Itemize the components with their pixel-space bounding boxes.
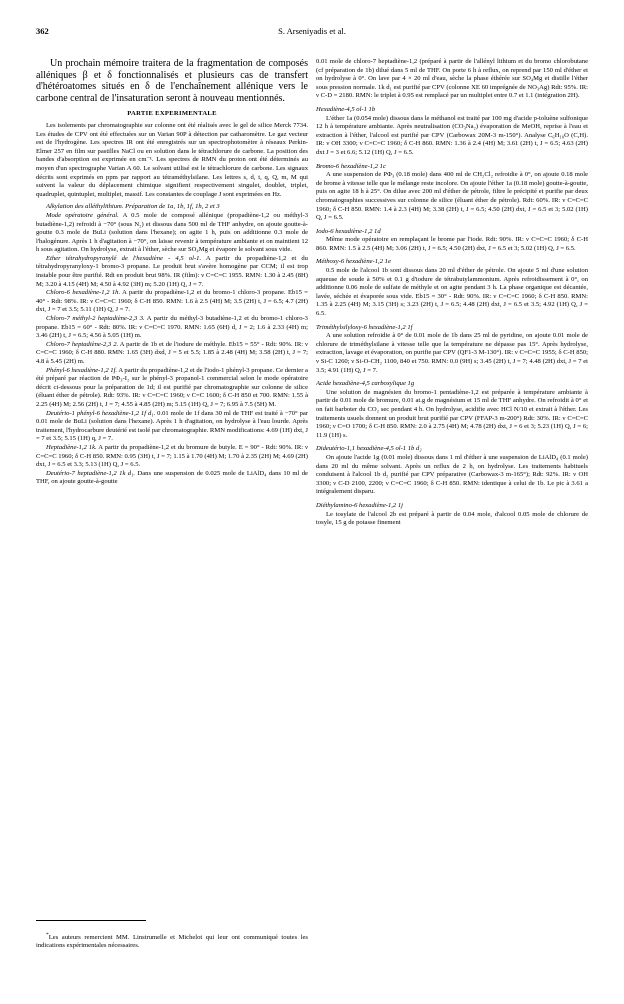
- entry-text: A partir du propadiène-1,2 et du tétrahydropyranyloxy-1 bromo-3 propane. Le produit brut s'avère homogène par CCM; il est trop instable pour être purifié. Rdt en produit brut 98%. IR (film): ν C=C=C 1955. RMN: 1.30 à 2.45 (8H) M; 3.20 à 4.15 (4H) M; 4.50 à 4.92 (3H) m; 5.20 (1H) Q, J = 7.: [36, 254, 308, 288]
- compound-text: On ajoute l'acide 1g (0.01 mole) dissous dans 1 ml d'éther à une suspension de LiAlD₄ (0.1 mole) dans 20 ml du même solvant. Après un reflux de 2 h, on hydrolyse. Les traitements habituels conduisent à l'alcool 1b d₂ purifié par CPV préparative (Carbowax-3 m-165°); Rdt: 92%. IR: ν OH 3300; ν C-D 2100, 2200; ν C=C=C 1960; δ C-H 850. RMN: identique à celui de 1b. Le pic à 3.61 a intégralement disparu.: [316, 453, 588, 496]
- compound-heading: Dideutério-1,1 hexadiène-4,5 ol-1 1b d₂: [316, 445, 422, 453]
- entry-chloro6: [36, 289, 308, 315]
- footnote-rule: [36, 920, 146, 921]
- left-column: [36, 58, 308, 918]
- compound-text: A une solution refroidie à 0° de 0.01 mole de 1b dans 25 ml de pyridine, on ajoute 0.01 mole de chlorure de triméthylsilane à vitesse telle que la température ne dépasse pas 15°. Après hydrolyse, extraction, lavage et évaporation, on purifie par CPV (QF1-3 M-130°). IR: ν C=C=C 1955; δ C-H 850; ν Si-C 1260; ν Si-O-CH₂ 1100, 840 et 750. RMN: 0.0 (9H) s; 3.45 (2H) t, J = 7; 4.48 (2H) dxt, J = 7 et 3.5; 4.91 (1H) Q, J = 7.: [316, 332, 588, 374]
- entry-text: A partir du méthyl-3 butadiène-1,2 et du bromo-1 chloro-3 propane. Eb15 = 60° - Rdt: 80%. IR: ν C=C=C 1970. RMN: 1.65 (6H) d, J = 2; 1.6 à 2.33 (4H) m; 3.46 (2H) t, J = 6.5; 4.56 à 5.05 (1H) m.: [36, 315, 308, 340]
- compound-heading: Bromo-6 hexadiène-1,2 1c: [316, 162, 386, 170]
- alkylation-paragraph: [36, 203, 308, 212]
- compound-text: Une solution de magnésien du bromo-1 pentadiène-1,2 est préparée à température ambiante à partir de 0.01 mole de bromure, 0.01 at.g de magnésium et 15 ml de THF anhydre. On refroidit à 0° et on fait barboter du CO₂ sec pendant 4 h. On hydrolyse, acidifie avec HCl N/10 et extrait à l'éther. Les traitements usuels donnent un produit brut purifié par CPV (FFAP-3 m-200°) Rdt: 30%. IR: ν C=C=C 1960; ν C=O 1700; δ C-H 850. RMN: 2.0 à 2.75 (4H) M; 4.78 (2H) dxt, J = 6 et 3; 5.23 (1H) Q, J = 6; 11.9 (1H) s.: [316, 388, 588, 439]
- entry-heading: Chloro-7 heptadiène-2,3 2.: [46, 340, 119, 348]
- procedure-heading: Mode opératoire général.: [46, 211, 119, 219]
- compound-heading: Diéthylamino-6 hexadiène-1,2 1j: [316, 501, 403, 509]
- entry-text: A partir de 1b et de l'iodure de méthyle. Eb15 = 55° - Rdt: 90%. IR: ν C=C=C 1960; δ C-H 880. RMN: 1.65 (3H) dxd, J = 5 et 5.5; 1.85 à 2.48 (4H) M; 3.58 (2H) t, J = 7; 4.8 à 5.45 (2H) m.: [36, 340, 308, 365]
- entry-text: 0.01 mole de 1f dans 30 ml de THF est traité à −70° par 0.01 mole de BuLi (solution dans l'hexane). Après 1 h d'agitation, on hydrolyse à l'eau lourde. Après traitement, l'hydrocarbure deutérié est isolé par chromatographie. RMN modifications: 4.69 (1H) dxt, J = 7 et 3.5; 5.15 (1H) q, J = 7.: [36, 409, 308, 443]
- procedure-text: A 0.5 mole de composé allénique (propadiène-1,2 ou méthyl-3 butadiène-1,2) refroidi à −70° (sous N₂) et dissous dans 500 ml de THF anhydre, on ajoute goutte-à-goutte 0.3 mole de BuLi (solution dans l'hexane); on agite 1 h, puis on additionne 0.3 mole de l'halogénure. Après 1 h d'agitation à −70°, on laisse revenir à température ambiante et on maintient 12 h sous agitation. On hydrolyse, extrait à l'éther, sèche sur SO₄Mg et évapore le solvant sous vide.: [36, 211, 308, 254]
- compound-text: Le tosylate de l'alcool 2b est préparé à partir de 0.04 mole, d'alcool 0.05 mole de chlorure de tosyle, 15 g de potasse finement: [316, 510, 588, 527]
- entry-text: A partir du propadiène-1,2 et de l'iodo-1 phényl-3 propane. Ce dernier a été préparé par réaction de PΦ₃-I₂ sur le phényl-3 propanol-1 commercial selon le mode opératoire décrit ci-dessous pour la préparation de 1d; il est purifié par chromatographie sur colonne de silice (éluant éther de pétrole). Rdt: 93%. IR: ν C=C=C 1960; ν C=C 1600; δ C-H 850 et 700. RMN: 1.55 à 2.25 (4H) M; 2.56 (2H) t, J = 7; 4.55 à 4.85 (2H) m; 5.15 (1H) Q, J = 7; 6.95 à 7.5 (5H) M.: [36, 366, 308, 408]
- experimental-paragraph: Les isolements par chromatographie sur colonne ont été réalisés avec le gel de silice Merck 7734. Les études de CPV ont été effectuées sur un Varian 90P à détection par catharomètre. Le gaz vecteur est de l'hydrogène. Les spectres IR ont été enregistrés sur un spectrophotomètre à réseaux Perkin-Elmer 257 en film sur pastilles NaCl ou en solution dans le tétrachlorure de carbone. La position des bandes d'absorption est exprimée en cm⁻¹. Les spectres de RMN du proton ont été déterminés au moyen d'un spectrographe Varian A 60. Le solvant utilisé est le tétrachlorure de carbone. Les signaux décrits sont exprimés en ppm par rapport au tétraméthylsilane. Les lettres s, d, t, q, Q, m, M qui suivent la valeur du déplacement chimique signifient respectivement singulet, doublet, triplet, quadruplet, quintuplet, multiplet, massif. Les constantes de couplage J sont exprimées en Hz.: [36, 121, 308, 198]
- continued-paragraph: 0.01 mole de chloro-7 heptadiène-1,2 (préparé à partir de l'allényl lithium et du bromo chlorobutane (cf préparation de 1b) dilué dans 5 ml de THF. On porte 6 h à reflux, on reprend par 150 ml d'éther et on hydrolyse à 0°. On lave par 4 × 20 ml d'eau, sèche la phase éthérée sur SO₄Mg et distille l'éther sous pression normale. 1k d₁ est purifié par CPV (colonne XE 60 imprégnée de NO₃Ag) Rdt: 95%. IR: ν C-D = 2180. RMN: le triplet à 0.95 est remplacé par un multiplet entre 0.7 et 1.1 (intégration 2H).: [316, 58, 588, 100]
- entry-heading: Chloro-7 méthyl-2 heptadiène-2,3 3.: [46, 315, 145, 323]
- compound-text: Même mode opératoire en remplaçant le brome par l'iode. Rdt: 90%. IR: ν C=C=C 1960; δ C-H 860. RMN: 1.5 à 2.5 (4H) M; 3.06 (2H) t, J = 6.5; 4.50 (2H) dxt, J = 6.5 et 3; 5.02 (1H) Q, J = 6.5.: [316, 236, 588, 252]
- section-title: PARTIE EXPERIMENTALE: [127, 110, 217, 118]
- entry-text: A partir du propadiène-1,2 et du bromure de butyle. E = 90° - Rdt: 90%. IR: ν C=C=C 1960; δ C-H 850. RMN: 0.95 (3H) t, J = 7; 1.15 à 1.70 (4H) M; 1.70 à 2.35 (2H) M; 4.69 (2H) dxt, J = 6.5 et 3.3; 5.13 (1H) Q, J = 6.5.: [36, 443, 308, 469]
- intro-paragraph: Un prochain mémoire traitera de la fragmentation de composés alléniques β et δ fonctionnalisés et plusieurs cas de transfert d'hétéroatomes situés en δ de l'enchaînement allénique vers le carbone central de l'insaturation seront à nouveau mentionnés.: [36, 58, 308, 104]
- compound-heading: Hexadiène-4,5 ol-1 1b: [316, 105, 376, 113]
- entry-heading: Deutério-7 heptadiène-1,2 1k d₁.: [46, 469, 136, 477]
- entry-heading: Deutério-1 phényl-6 hexadiène-1,2 1f d₁.: [46, 409, 156, 417]
- entry-text: A partir du propadiène-1,2 et du bromo-1 chloro-3 propane. Eb15 = 40° - Rdt: 98%. IR: ν C=C=C 1960; δ C-H 850. RMN: 1.6 à 2.5 (4H) M; 3.5 (2H) t, J = 6.5; 4.7 (2H) dxt, J = 7 et 3.5; 5.11 (1H) Q, J = 7.: [36, 289, 308, 314]
- compound-heading: Iodo-6 hexadiène-1,2 1d: [316, 227, 381, 235]
- entry-heading: Ether tétrahydropyranylé de l'hexadiène - 4,5 ol-1.: [46, 254, 202, 262]
- compound-text: L'éther 1a (0.054 mole) dissous dans le méthanol est traité par 100 mg d'acide p-toluène sulfonique 12 h à température ambiante. Après neutralisation (CO₃Na₂) évaporation de MeOH, reprise à l'eau et extraction à l'éther, l'alcool est purifié par CPV (Carbowax 20M-3 m-150°). Analyse C₆H₁₀O (C,H). IR: ν OH 3300; ν C=C=C 1960; δ C-H 860. RMN: 1.36 à 2.4 (4H) M; 3.61 (2H) t, J = 6.5; 4.63 (2H) dxt J = 3 et 6.6; 5.12 (1H) Q, J = 6.5.: [316, 114, 588, 156]
- running-header: [36, 26, 588, 40]
- compound-heading: Triméthylsilyloxy-6 hexadiène-1,2 1f: [316, 323, 413, 331]
- footnote-text: Les auteurs remercient MM. Linstrumelle et Michelot qui leur ont communiqué toutes les indications expérimentales nécessaires.: [36, 933, 308, 950]
- alkylation-heading: Alkylation des alléthylithium.: [46, 203, 124, 211]
- footnote: *Les auteurs remercient MM. Linstrumelle et Michelot qui leur ont communiqué toutes les indications expérimentales nécessaires.: [36, 931, 308, 950]
- entry-chloro7: [36, 341, 308, 367]
- entry-chloro7-methyl: [36, 315, 308, 341]
- entry-heading: Heptadiène-1,2 1k.: [46, 443, 97, 451]
- entry-heading: Chloro-6 hexadiène-1,2 1h.: [46, 289, 121, 297]
- entry-heptadiene: [36, 444, 308, 470]
- compound-heading: Acide hexadiène-4,5 carboxylique 1g: [316, 380, 415, 388]
- entry-phenyl6: [36, 367, 308, 410]
- entry-deuterio7: [36, 470, 308, 487]
- general-procedure: [36, 212, 308, 255]
- right-column: [316, 58, 588, 988]
- compound-text: 0.5 mole de l'alcool 1b sont dissous dans 20 ml d'éther de pétrole. On ajoute 5 ml d'une solution aqueuse de soude à 50% et 0.1 g d'iodure de tétrabutylammonium. Après refroidissement à 0°, on additionne 0.06 mole de sulfate de méthyle et on agite pendant 3 h. La phase organique est décantée, lavée, séchée et évaporée sous vide. Eb15 = 30° - Rdt: 90%. IR: ν C=C=C 1960; δ C-H 850. RMN: 1.35 à 2.25 (4H) M; 3.15 (3H) s; 3.23 (2H) t, J = 6.5; 4.48 (2H) dxt, J = 6.5 et 3.5; 4.92 (1H) Q, J = 6.5.: [316, 267, 588, 318]
- entry-deuterio1: [36, 410, 308, 444]
- entry-thp-ether: [36, 255, 308, 289]
- entry-text: Dans une suspension de 0.025 mole de LiAlD₄ dans 10 ml de THF, on ajoute goutte-à-goutte: [36, 469, 308, 486]
- compound-text: A une suspension de PΦ₃ (0.18 mole) dans 400 ml de CH₂Cl₂ refroidie à 0°, on ajoute 0.18 mole de brome à vitesse telle que le mélange reste incolore. On ajoute l'éther 1a (0.18 mole) goutte-à-goutte, puis on agite 18 h à 25°. On dilue avec 200 ml d'éther de pétrole, filtre le précipité et purifie par deux chromatographies successives sur colonne de silice (éluant éther de pétrole). Rdt: 60%. IR: ν C=C=C 1960; δ C-H 850. RMN: 1.4 à 2.3 (4H) M; 3.38 (2H) t, J = 6.5; 4.50 (2H) dxt, J = 6.5 et 3; 5.02 (1H) Q, J = 6.5.: [316, 171, 588, 222]
- compound-heading: Méthoxy-6 hexadiène-1,2 1e: [316, 258, 391, 266]
- entry-heading: Phényl-6 hexadiène-1,2 1f.: [46, 366, 118, 374]
- running-head-authors: S. Arseniyadis et al.: [278, 26, 346, 36]
- alkylation-subheading: Préparation de 1a, 1b, 1f, 1h, 2 et 3: [125, 203, 220, 211]
- page-number: 362: [36, 26, 49, 36]
